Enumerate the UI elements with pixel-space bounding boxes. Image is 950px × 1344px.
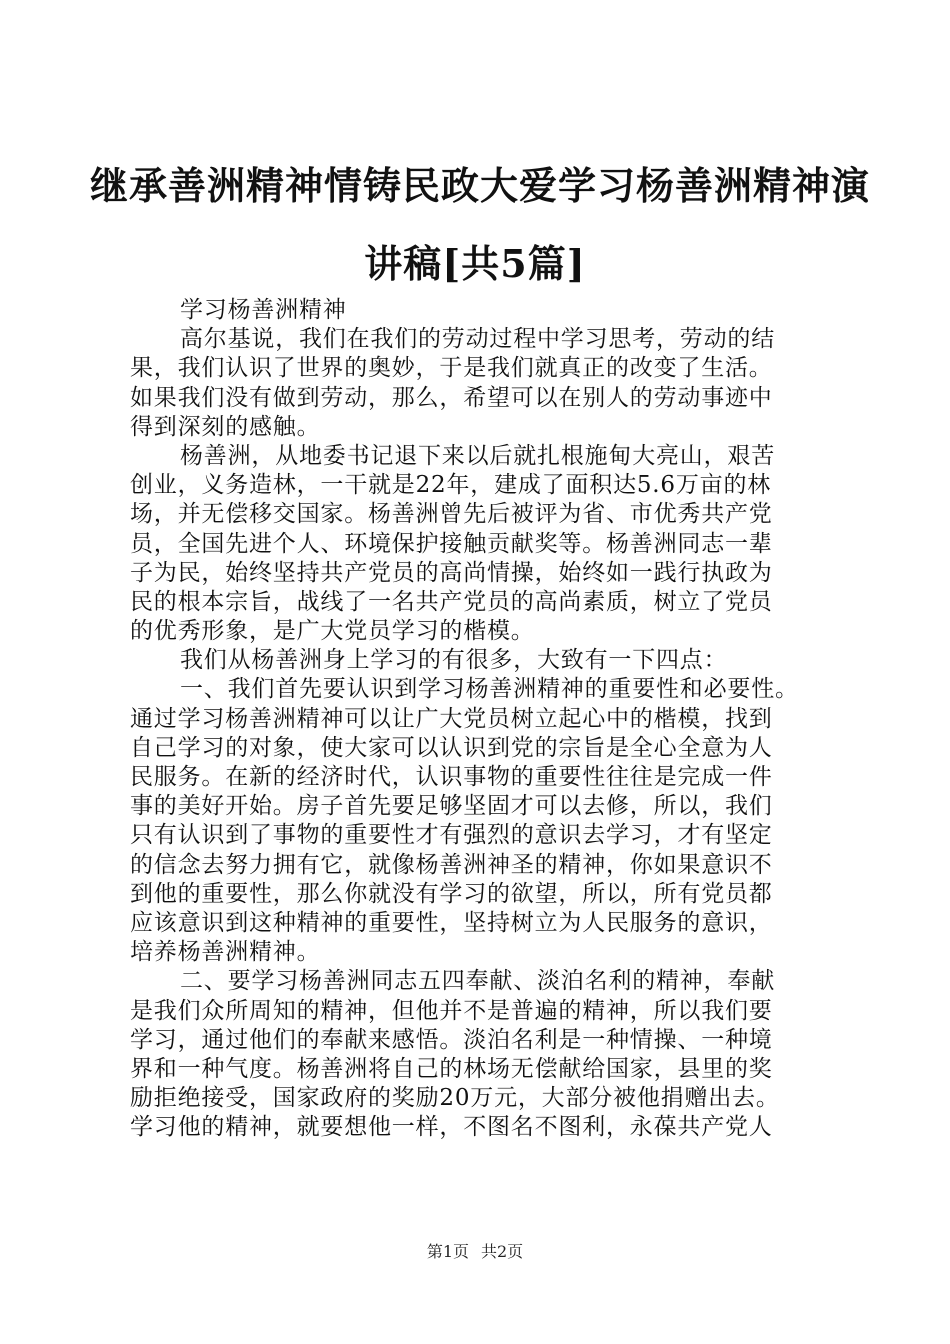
body-line: 我们从杨善洲身上学习的有很多，大致有一下四点： (180, 647, 728, 674)
body-line: 培养杨善洲精神。 (130, 939, 321, 966)
body-line: 到他的重要性，那么你就没有学习的欲望，所以，所有党员都 (130, 880, 773, 907)
body-line: 高尔基说，我们在我们的劳动过程中学习思考，劳动的结 (180, 326, 775, 353)
document-title-line-2: 讲稿[共5篇] (364, 241, 586, 286)
body-line: 的优秀形象，是广大党员学习的楷模。 (130, 618, 535, 645)
body-line: 民的根本宗旨，战线了一名共产党员的高尚素质，树立了党员 (130, 588, 773, 615)
body-line: 一、我们首先要认识到学习杨善洲精神的重要性和必要性。 (180, 676, 799, 703)
body-line: 事的美好开始。房子首先要足够坚固才可以去修，所以，我们 (130, 793, 773, 820)
body-line: 的信念去努力拥有它，就像杨善洲神圣的精神，你如果意识不 (130, 851, 773, 878)
body-line: 果，我们认识了世界的奥妙，于是我们就真正的改变了生活。 (130, 355, 773, 382)
body-line: 只有认识到了事物的重要性才有强烈的意识去学习，才有坚定 (130, 822, 773, 849)
body-line: 如果我们没有做到劳动，那么，希望可以在别人的劳动事迹中 (130, 384, 773, 411)
body-line: 杨善洲，从地委书记退下来以后就扎根施甸大亮山，艰苦 (180, 442, 775, 469)
body-line: 创业，义务造林，一干就是22年，建成了面积达5.6万亩的林 (130, 472, 772, 499)
body-line: 自己学习的对象，使大家可以认识到党的宗旨是全心全意为人 (130, 734, 773, 761)
body-line: 学习杨善洲精神 (180, 297, 347, 323)
body-line: 是我们众所周知的精神，但他并不是普遍的精神，所以我们要 (130, 997, 773, 1024)
body-line: 场，并无偿移交国家。杨善洲曾先后被评为省、市优秀共产党 (130, 501, 773, 528)
body-line: 学习他的精神，就要想他一样，不图名不图利，永葆共产党人 (130, 1114, 773, 1141)
page-footer (0, 1242, 950, 1262)
page-number-current: 第1页 (426, 1242, 469, 1261)
body-line: 子为民，始终坚持共产党员的高尚情操，始终如一践行执政为 (130, 559, 773, 586)
page-number-total: 共2页 (481, 1242, 524, 1261)
body-line: 学习，通过他们的奉献来感悟。淡泊名利是一种情操、一种境 (130, 1026, 773, 1053)
document-body (130, 296, 860, 1142)
body-line: 界和一种气度。杨善洲将自己的林场无偿献给国家，县里的奖 (130, 1055, 773, 1082)
document-title-line-1: 继承善洲精神情铸民政大爱学习杨善洲精神演 (90, 163, 871, 208)
body-line: 励拒绝接受，国家政府的奖励20万元，大部分被他捐赠出去。 (130, 1085, 780, 1112)
body-line: 应该意识到这种精神的重要性，坚持树立为人民服务的意识， (130, 909, 773, 936)
body-line: 员，全国先进个人、环境保护接触贡献奖等。杨善洲同志一辈 (130, 530, 773, 557)
body-line: 通过学习杨善洲精神可以让广大党员树立起心中的楷模，找到 (130, 705, 773, 732)
body-line: 二、要学习杨善洲同志五四奉献、淡泊名利的精神，奉献 (180, 968, 775, 995)
body-line: 民服务。在新的经济时代，认识事物的重要性往往是完成一件 (130, 764, 773, 790)
body-line: 得到深刻的感触。 (130, 413, 321, 440)
